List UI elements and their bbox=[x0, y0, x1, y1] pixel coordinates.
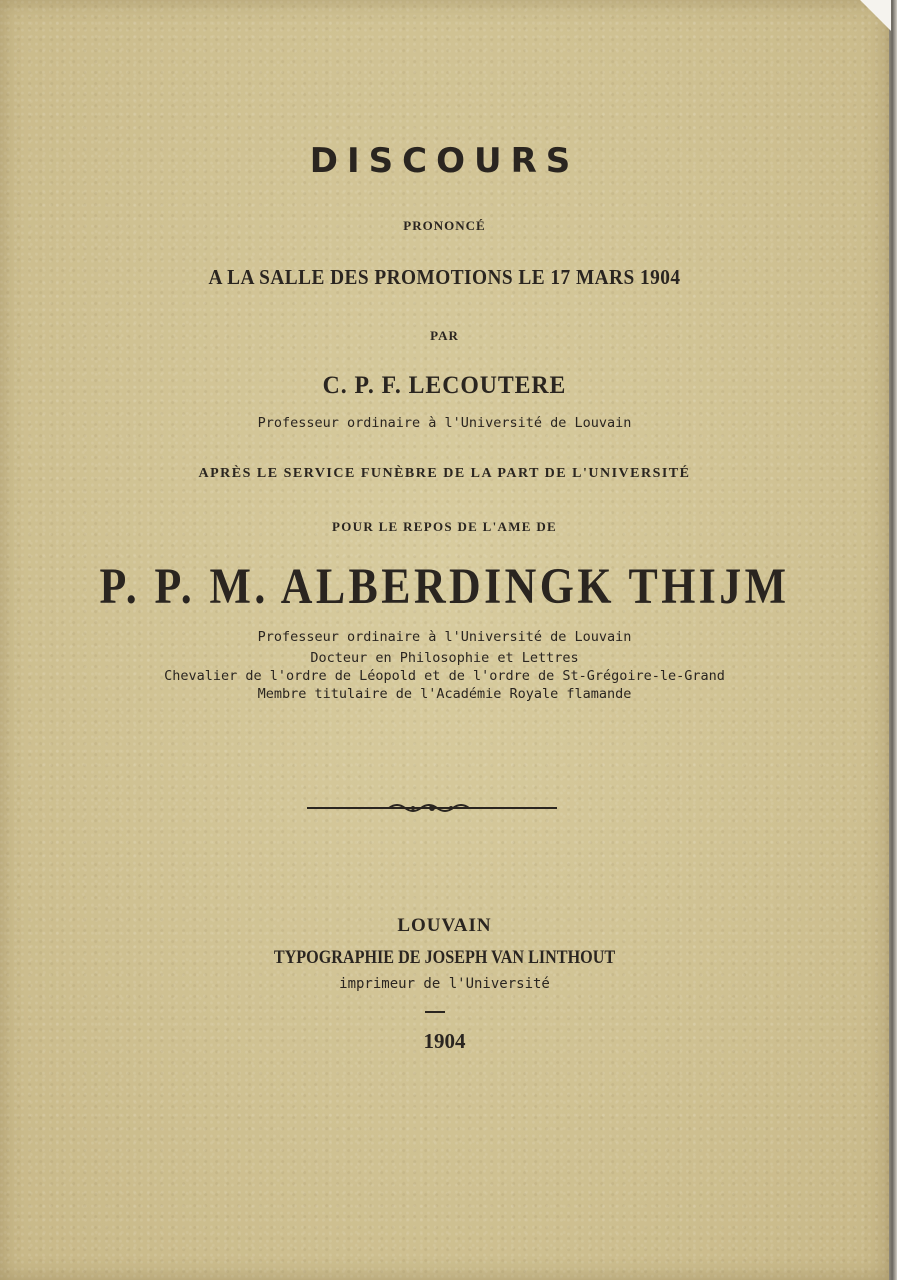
page-edge bbox=[889, 0, 897, 1280]
apres-line: APRÈS LE SERVICE FUNÈBRE DE LA PART DE L'UNIVERSITÉ bbox=[198, 466, 691, 481]
honoree-title-1: Professeur ordinaire à l'Université de Louvain bbox=[257, 629, 632, 645]
ornamental-rule bbox=[305, 798, 559, 818]
occasion-line: A LA SALLE DES PROMOTIONS LE 17 MARS 1904 bbox=[208, 265, 681, 289]
publisher: TYPOGRAPHIE DE JOSEPH VAN LINTHOUT bbox=[273, 947, 616, 968]
honoree-title-3: Chevalier de l'ordre de Léopold et de l'ordre de St-Grégoire-le-Grand bbox=[164, 668, 725, 684]
par-label: PAR bbox=[430, 328, 459, 343]
publication-year: 1904 bbox=[423, 1029, 466, 1053]
short-rule bbox=[425, 1011, 445, 1013]
torn-corner bbox=[859, 0, 891, 36]
city: LOUVAIN bbox=[397, 915, 492, 936]
honoree-title-2: Docteur en Philosophie et Lettres bbox=[310, 650, 579, 666]
honoree-name: P. P. M. ALBERDINGK THIJM bbox=[99, 559, 790, 615]
pour-line: POUR LE REPOS DE L'AME DE bbox=[332, 519, 557, 534]
prononce-label: PRONONCÉ bbox=[403, 218, 486, 233]
author-name: C. P. F. LECOUTERE bbox=[322, 372, 567, 399]
publisher-role: imprimeur de l'Université bbox=[339, 976, 550, 992]
honoree-title-4: Membre titulaire de l'Académie Royale flamande bbox=[257, 686, 632, 702]
document-title: DISCOURS bbox=[309, 141, 580, 181]
author-title: Professeur ordinaire à l'Université de Louvain bbox=[257, 415, 632, 431]
